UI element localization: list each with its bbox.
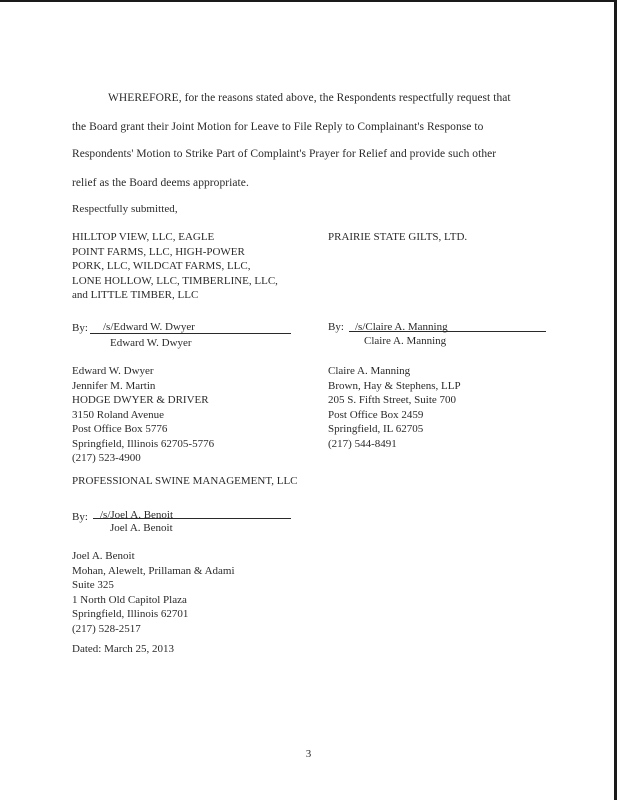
contact-left-line: Edward W. Dwyer — [72, 365, 154, 377]
party-left-line: LONE HOLLOW, LLC, TIMBERLINE, LLC, — [72, 274, 278, 287]
dated-line: Dated: March 25, 2013 — [72, 643, 175, 655]
contact-third-line: Suite 325 — [72, 579, 114, 591]
party-left-line: and LITTLE TIMBER, LLC — [72, 289, 199, 301]
contact-right-block — [328, 364, 461, 451]
signature-right-by: By: — [328, 321, 344, 333]
contact-left-line: HODGE DWYER & DRIVER — [72, 394, 209, 406]
party-third: PROFESSIONAL SWINE MANAGEMENT, LLC — [72, 475, 298, 487]
signature-third-line — [93, 518, 291, 519]
closing: Respectfully submitted, — [72, 203, 178, 215]
page-number: 3 — [305, 748, 312, 760]
signature-left-by: By: — [72, 322, 88, 334]
party-left-block — [72, 230, 278, 303]
party-right: PRAIRIE STATE GILTS, LTD. — [328, 231, 468, 243]
contact-left-line: Post Office Box 5776 — [72, 423, 168, 435]
body-paragraph-line-3: Respondents' Motion to Strike Part of Complaint's Prayer for Relief and provide such other — [72, 148, 497, 160]
contact-right-line: Post Office Box 2459 — [328, 408, 424, 421]
signature-left-printed-name: Edward W. Dwyer — [110, 337, 192, 349]
party-left-line: HILLTOP VIEW, LLC, EAGLE — [72, 231, 215, 243]
body-paragraph-line-1: WHEREFORE, for the reasons stated above, the Respondents respectfully request that — [108, 92, 511, 104]
contact-third-line: 1 North Old Capitol Plaza — [72, 593, 187, 606]
signature-third-printed-name: Joel A. Benoit — [110, 522, 173, 534]
body-paragraph-line-2: the Board grant their Joint Motion for Leave to File Reply to Complainant's Response to — [72, 121, 484, 133]
contact-right-line: Springfield, IL 62705 — [328, 423, 424, 435]
contact-left-line: 3150 Roland Avenue — [72, 408, 165, 421]
contact-right-line: Claire A. Manning — [328, 365, 411, 377]
contact-right-line: (217) 544-8491 — [328, 437, 397, 450]
signature-right-printed-name: Claire A. Manning — [364, 335, 447, 347]
contact-third-line: Joel A. Benoit — [72, 550, 135, 562]
contact-left-line: Jennifer M. Martin — [72, 379, 156, 392]
contact-right-line: 205 S. Fifth Street, Suite 700 — [328, 394, 457, 406]
body-paragraph-line-4: relief as the Board deems appropriate. — [72, 177, 249, 189]
signature-third-by: By: — [72, 511, 88, 523]
contact-left-line: (217) 523-4900 — [72, 452, 141, 464]
signature-right-esignature: /s/Claire A. Manning — [355, 321, 448, 333]
contact-left-block — [72, 364, 214, 466]
contact-third-line: (217) 528-2517 — [72, 622, 141, 635]
contact-left-line: Springfield, Illinois 62705-5776 — [72, 437, 215, 450]
signature-left-esignature: /s/Edward W. Dwyer — [103, 321, 195, 333]
contact-third-line: Mohan, Alewelt, Prillaman & Adami — [72, 564, 235, 577]
contact-third-line: Springfield, Illinois 62701 — [72, 608, 189, 620]
contact-third-block — [72, 549, 235, 636]
party-left-line: POINT FARMS, LLC, HIGH-POWER — [72, 245, 245, 258]
party-left-line: PORK, LLC, WILDCAT FARMS, LLC, — [72, 260, 251, 272]
signature-right-line — [349, 331, 546, 332]
contact-right-line: Brown, Hay & Stephens, LLP — [328, 379, 461, 392]
signature-third-esignature: /s/Joel A. Benoit — [100, 509, 174, 521]
scan-top-edge — [0, 0, 617, 2]
signature-left-line — [90, 333, 291, 334]
